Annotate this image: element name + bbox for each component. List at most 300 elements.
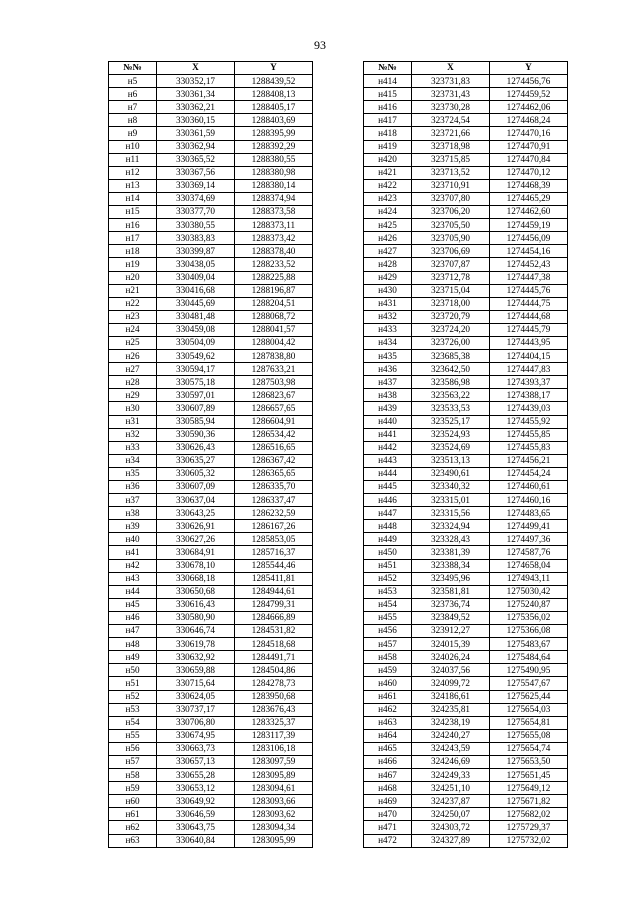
cell-y: 1274460,61 <box>490 481 568 494</box>
cell-y: 1288225,88 <box>235 271 313 284</box>
table-row <box>109 179 313 192</box>
cell-y: 1275654,74 <box>490 742 568 755</box>
cell-y: 1274454,24 <box>490 467 568 480</box>
table-row <box>364 192 568 205</box>
cell-y: 1288041,57 <box>235 323 313 336</box>
table-row <box>364 703 568 716</box>
cell-x: 330409,04 <box>157 271 235 284</box>
cell-x: 330585,94 <box>157 415 235 428</box>
cell-point-number: н50 <box>109 664 157 677</box>
table-row <box>109 114 313 127</box>
cell-x: 323912,27 <box>412 625 490 638</box>
cell-point-number: н63 <box>109 834 157 847</box>
cell-y: 1288403,69 <box>235 114 313 127</box>
cell-y: 1283095,99 <box>235 834 313 847</box>
cell-x: 324240,27 <box>412 729 490 742</box>
cell-y: 1275671,82 <box>490 795 568 808</box>
table-row <box>364 651 568 664</box>
table-row <box>109 703 313 716</box>
table-row <box>364 598 568 611</box>
cell-x: 323736,74 <box>412 598 490 611</box>
cell-x: 323705,50 <box>412 219 490 232</box>
cell-y: 1285853,05 <box>235 533 313 546</box>
cell-x: 330597,01 <box>157 389 235 402</box>
cell-y: 1286604,91 <box>235 415 313 428</box>
cell-y: 1274455,83 <box>490 441 568 454</box>
cell-point-number: н449 <box>364 533 412 546</box>
cell-point-number: н16 <box>109 219 157 232</box>
cell-point-number: н22 <box>109 297 157 310</box>
table-row <box>364 258 568 271</box>
cell-y: 1274468,39 <box>490 179 568 192</box>
cell-point-number: н61 <box>109 808 157 821</box>
cell-x: 323707,80 <box>412 192 490 205</box>
cell-x: 330416,68 <box>157 284 235 297</box>
cell-y: 1285411,81 <box>235 572 313 585</box>
table-row <box>109 585 313 598</box>
table-row <box>364 821 568 834</box>
cell-x: 330399,87 <box>157 245 235 258</box>
cell-x: 323525,17 <box>412 415 490 428</box>
cell-point-number: н11 <box>109 153 157 166</box>
cell-x: 323642,50 <box>412 363 490 376</box>
cell-x: 323721,66 <box>412 127 490 140</box>
table-row <box>109 808 313 821</box>
cell-point-number: н27 <box>109 363 157 376</box>
cell-y: 1283117,39 <box>235 729 313 742</box>
table-row <box>364 742 568 755</box>
cell-x: 323726,00 <box>412 336 490 349</box>
cell-point-number: н7 <box>109 101 157 114</box>
table-row <box>364 428 568 441</box>
cell-x: 330643,75 <box>157 821 235 834</box>
cell-point-number: н12 <box>109 166 157 179</box>
cell-x: 323513,13 <box>412 454 490 467</box>
cell-y: 1274444,75 <box>490 297 568 310</box>
cell-point-number: н472 <box>364 834 412 847</box>
table-row <box>364 808 568 821</box>
cell-point-number: н40 <box>109 533 157 546</box>
cell-y: 1288380,98 <box>235 166 313 179</box>
table-row <box>109 533 313 546</box>
cell-point-number: н463 <box>364 716 412 729</box>
table-row <box>109 284 313 297</box>
table-row <box>364 625 568 638</box>
cell-y: 1274456,76 <box>490 75 568 88</box>
cell-x: 330649,92 <box>157 795 235 808</box>
table-row <box>109 297 313 310</box>
cell-x: 323730,28 <box>412 101 490 114</box>
table-row <box>109 664 313 677</box>
cell-x: 323315,56 <box>412 507 490 520</box>
cell-x: 330646,59 <box>157 808 235 821</box>
cell-y: 1283325,37 <box>235 716 313 729</box>
cell-x: 330607,89 <box>157 402 235 415</box>
cell-point-number: н427 <box>364 245 412 258</box>
cell-x: 330383,83 <box>157 232 235 245</box>
cell-y: 1283676,43 <box>235 703 313 716</box>
cell-y: 1274462,60 <box>490 206 568 219</box>
table-row <box>364 559 568 572</box>
cell-x: 323324,94 <box>412 520 490 533</box>
cell-y: 1283093,62 <box>235 808 313 821</box>
cell-x: 323381,39 <box>412 546 490 559</box>
table-row <box>109 336 313 349</box>
cell-y: 1288196,87 <box>235 284 313 297</box>
cell-y: 1283095,89 <box>235 769 313 782</box>
cell-point-number: н454 <box>364 598 412 611</box>
table-row <box>364 441 568 454</box>
table-row <box>364 585 568 598</box>
cell-point-number: н18 <box>109 245 157 258</box>
cell-x: 330605,32 <box>157 467 235 480</box>
cell-y: 1275030,42 <box>490 585 568 598</box>
cell-y: 1274483,65 <box>490 507 568 520</box>
cell-point-number: н455 <box>364 611 412 624</box>
cell-y: 1275732,02 <box>490 834 568 847</box>
cell-point-number: н438 <box>364 389 412 402</box>
cell-x: 330655,28 <box>157 769 235 782</box>
cell-point-number: н42 <box>109 559 157 572</box>
cell-point-number: н36 <box>109 481 157 494</box>
cell-point-number: н10 <box>109 140 157 153</box>
cell-x: 323495,96 <box>412 572 490 585</box>
cell-point-number: н34 <box>109 454 157 467</box>
table-row <box>364 782 568 795</box>
cell-y: 1275490,95 <box>490 664 568 677</box>
cell-point-number: н444 <box>364 467 412 480</box>
cell-point-number: н421 <box>364 166 412 179</box>
cell-y: 1286823,67 <box>235 389 313 402</box>
cell-point-number: н414 <box>364 75 412 88</box>
cell-point-number: н31 <box>109 415 157 428</box>
cell-y: 1274459,52 <box>490 88 568 101</box>
cell-x: 323533,53 <box>412 402 490 415</box>
cell-y: 1288439,52 <box>235 75 313 88</box>
table-row <box>364 376 568 389</box>
cell-x: 323388,34 <box>412 559 490 572</box>
cell-y: 1284531,82 <box>235 625 313 638</box>
cell-point-number: н430 <box>364 284 412 297</box>
cell-point-number: н35 <box>109 467 157 480</box>
table-row <box>109 729 313 742</box>
table-row <box>109 755 313 768</box>
cell-point-number: н57 <box>109 755 157 768</box>
cell-x: 324099,72 <box>412 677 490 690</box>
table-row <box>109 166 313 179</box>
cell-x: 323524,93 <box>412 428 490 441</box>
cell-x: 330438,05 <box>157 258 235 271</box>
cell-y: 1288068,72 <box>235 310 313 323</box>
table-row <box>109 454 313 467</box>
cell-y: 1284799,31 <box>235 598 313 611</box>
table-row <box>109 389 313 402</box>
table-row <box>364 88 568 101</box>
cell-x: 330637,04 <box>157 494 235 507</box>
cell-point-number: н448 <box>364 520 412 533</box>
table-row <box>364 114 568 127</box>
cell-y: 1275366,08 <box>490 625 568 638</box>
table-header-row <box>364 62 568 75</box>
cell-point-number: н33 <box>109 441 157 454</box>
cell-x: 324237,87 <box>412 795 490 808</box>
cell-y: 1287633,21 <box>235 363 313 376</box>
table-row <box>364 323 568 336</box>
cell-x: 323685,38 <box>412 350 490 363</box>
table-row <box>109 651 313 664</box>
cell-point-number: н446 <box>364 494 412 507</box>
cell-y: 1275547,67 <box>490 677 568 690</box>
cell-x: 330650,68 <box>157 585 235 598</box>
cell-point-number: н458 <box>364 651 412 664</box>
cell-point-number: н424 <box>364 206 412 219</box>
table-row <box>364 507 568 520</box>
cell-point-number: н52 <box>109 690 157 703</box>
cell-y: 1283097,59 <box>235 755 313 768</box>
cell-point-number: н439 <box>364 402 412 415</box>
coordinates-table-right <box>363 61 568 848</box>
cell-point-number: н46 <box>109 611 157 624</box>
cell-y: 1274455,85 <box>490 428 568 441</box>
cell-x: 323718,98 <box>412 140 490 153</box>
cell-x: 330627,26 <box>157 533 235 546</box>
table-row <box>109 428 313 441</box>
cell-point-number: н440 <box>364 415 412 428</box>
cell-y: 1275651,45 <box>490 769 568 782</box>
table-row <box>109 821 313 834</box>
table-row <box>364 179 568 192</box>
cell-y: 1274468,24 <box>490 114 568 127</box>
cell-point-number: н58 <box>109 769 157 782</box>
table-row <box>109 546 313 559</box>
table-row <box>109 716 313 729</box>
column-header-number: №№ <box>109 62 157 75</box>
cell-point-number: н25 <box>109 336 157 349</box>
cell-point-number: н442 <box>364 441 412 454</box>
cell-point-number: н59 <box>109 782 157 795</box>
table-header-row <box>109 62 313 75</box>
cell-x: 330616,43 <box>157 598 235 611</box>
cell-x: 323849,52 <box>412 611 490 624</box>
cell-x: 330362,94 <box>157 140 235 153</box>
table-row <box>109 782 313 795</box>
table-row <box>109 415 313 428</box>
cell-point-number: н9 <box>109 127 157 140</box>
cell-x: 330504,09 <box>157 336 235 349</box>
cell-y: 1288374,94 <box>235 192 313 205</box>
table-row <box>364 611 568 624</box>
cell-x: 330374,69 <box>157 192 235 205</box>
cell-point-number: н432 <box>364 310 412 323</box>
cell-point-number: н47 <box>109 625 157 638</box>
coordinates-table-left <box>108 61 313 848</box>
cell-x: 330619,78 <box>157 638 235 651</box>
table-row <box>364 415 568 428</box>
table-row <box>109 350 313 363</box>
cell-point-number: н56 <box>109 742 157 755</box>
cell-y: 1274943,11 <box>490 572 568 585</box>
cell-point-number: н43 <box>109 572 157 585</box>
cell-point-number: н462 <box>364 703 412 716</box>
table-row <box>109 258 313 271</box>
cell-x: 330668,18 <box>157 572 235 585</box>
cell-point-number: н452 <box>364 572 412 585</box>
cell-y: 1274499,41 <box>490 520 568 533</box>
cell-y: 1274497,36 <box>490 533 568 546</box>
cell-x: 323710,91 <box>412 179 490 192</box>
cell-y: 1286365,65 <box>235 467 313 480</box>
cell-y: 1288408,13 <box>235 88 313 101</box>
cell-point-number: н17 <box>109 232 157 245</box>
cell-x: 323718,00 <box>412 297 490 310</box>
cell-y: 1274462,06 <box>490 101 568 114</box>
cell-point-number: н417 <box>364 114 412 127</box>
cell-point-number: н465 <box>364 742 412 755</box>
table-row <box>364 75 568 88</box>
table-row <box>109 310 313 323</box>
table-row <box>109 769 313 782</box>
cell-x: 330626,43 <box>157 441 235 454</box>
table-row <box>109 101 313 114</box>
cell-y: 1275356,02 <box>490 611 568 624</box>
cell-point-number: н44 <box>109 585 157 598</box>
cell-point-number: н13 <box>109 179 157 192</box>
cell-point-number: н30 <box>109 402 157 415</box>
cell-point-number: н425 <box>364 219 412 232</box>
table-row <box>364 232 568 245</box>
cell-x: 324303,72 <box>412 821 490 834</box>
table-row <box>109 232 313 245</box>
cell-point-number: н429 <box>364 271 412 284</box>
cell-y: 1283106,18 <box>235 742 313 755</box>
table-row <box>364 402 568 415</box>
table-row <box>109 598 313 611</box>
cell-y: 1288380,55 <box>235 153 313 166</box>
cell-point-number: н60 <box>109 795 157 808</box>
cell-x: 323724,20 <box>412 323 490 336</box>
table-row <box>364 310 568 323</box>
table-row <box>109 572 313 585</box>
page-number: 93 <box>314 38 326 52</box>
cell-point-number: н45 <box>109 598 157 611</box>
cell-x: 330352,17 <box>157 75 235 88</box>
cell-y: 1283950,68 <box>235 690 313 703</box>
table-row <box>109 467 313 480</box>
table-row <box>364 153 568 166</box>
cell-y: 1286367,42 <box>235 454 313 467</box>
cell-y: 1274443,95 <box>490 336 568 349</box>
cell-x: 330365,52 <box>157 153 235 166</box>
cell-point-number: н24 <box>109 323 157 336</box>
cell-point-number: н466 <box>364 755 412 768</box>
cell-point-number: н21 <box>109 284 157 297</box>
cell-y: 1274404,15 <box>490 350 568 363</box>
cell-y: 1286167,26 <box>235 520 313 533</box>
cell-x: 330657,13 <box>157 755 235 768</box>
cell-y: 1286657,65 <box>235 402 313 415</box>
cell-x: 330737,17 <box>157 703 235 716</box>
cell-point-number: н8 <box>109 114 157 127</box>
cell-x: 324249,33 <box>412 769 490 782</box>
cell-point-number: н6 <box>109 88 157 101</box>
table-row <box>109 271 313 284</box>
cell-y: 1284666,89 <box>235 611 313 624</box>
cell-point-number: н468 <box>364 782 412 795</box>
cell-point-number: н447 <box>364 507 412 520</box>
cell-y: 1288373,42 <box>235 232 313 245</box>
table-row <box>109 625 313 638</box>
cell-x: 330607,09 <box>157 481 235 494</box>
table-row <box>364 166 568 179</box>
cell-y: 1275654,81 <box>490 716 568 729</box>
cell-x: 323705,90 <box>412 232 490 245</box>
cell-y: 1274658,04 <box>490 559 568 572</box>
table-row <box>109 402 313 415</box>
table-row <box>364 729 568 742</box>
table-row <box>109 494 313 507</box>
cell-y: 1288373,11 <box>235 219 313 232</box>
cell-y: 1274388,17 <box>490 389 568 402</box>
table-row <box>109 611 313 624</box>
cell-y: 1274444,68 <box>490 310 568 323</box>
cell-y: 1274470,12 <box>490 166 568 179</box>
cell-point-number: н422 <box>364 179 412 192</box>
cell-y: 1286337,47 <box>235 494 313 507</box>
cell-x: 330594,17 <box>157 363 235 376</box>
column-header-number: №№ <box>364 62 412 75</box>
table-row <box>364 219 568 232</box>
table-row <box>364 755 568 768</box>
cell-y: 1274455,92 <box>490 415 568 428</box>
table-row <box>109 140 313 153</box>
cell-point-number: н14 <box>109 192 157 205</box>
cell-x: 330377,70 <box>157 206 235 219</box>
cell-point-number: н420 <box>364 153 412 166</box>
cell-point-number: н51 <box>109 677 157 690</box>
cell-x: 330369,14 <box>157 179 235 192</box>
cell-point-number: н450 <box>364 546 412 559</box>
cell-x: 324246,69 <box>412 755 490 768</box>
table-row <box>109 795 313 808</box>
cell-point-number: н28 <box>109 376 157 389</box>
cell-y: 1275655,08 <box>490 729 568 742</box>
cell-point-number: н469 <box>364 795 412 808</box>
table-row <box>364 271 568 284</box>
cell-y: 1274454,16 <box>490 245 568 258</box>
cell-y: 1284944,61 <box>235 585 313 598</box>
table-row <box>109 127 313 140</box>
table-row <box>364 284 568 297</box>
cell-point-number: н471 <box>364 821 412 834</box>
cell-y: 1288392,29 <box>235 140 313 153</box>
cell-x: 324015,39 <box>412 638 490 651</box>
table-row <box>109 559 313 572</box>
cell-x: 330663,73 <box>157 742 235 755</box>
cell-y: 1283094,61 <box>235 782 313 795</box>
table-body-right <box>364 75 568 848</box>
cell-x: 324037,56 <box>412 664 490 677</box>
table-row <box>109 245 313 258</box>
cell-x: 323706,20 <box>412 206 490 219</box>
cell-x: 330659,88 <box>157 664 235 677</box>
cell-y: 1284278,73 <box>235 677 313 690</box>
table-row <box>364 690 568 703</box>
table-row <box>364 206 568 219</box>
table-row <box>364 101 568 114</box>
table-row <box>364 467 568 480</box>
table-row <box>109 742 313 755</box>
table-row <box>364 664 568 677</box>
